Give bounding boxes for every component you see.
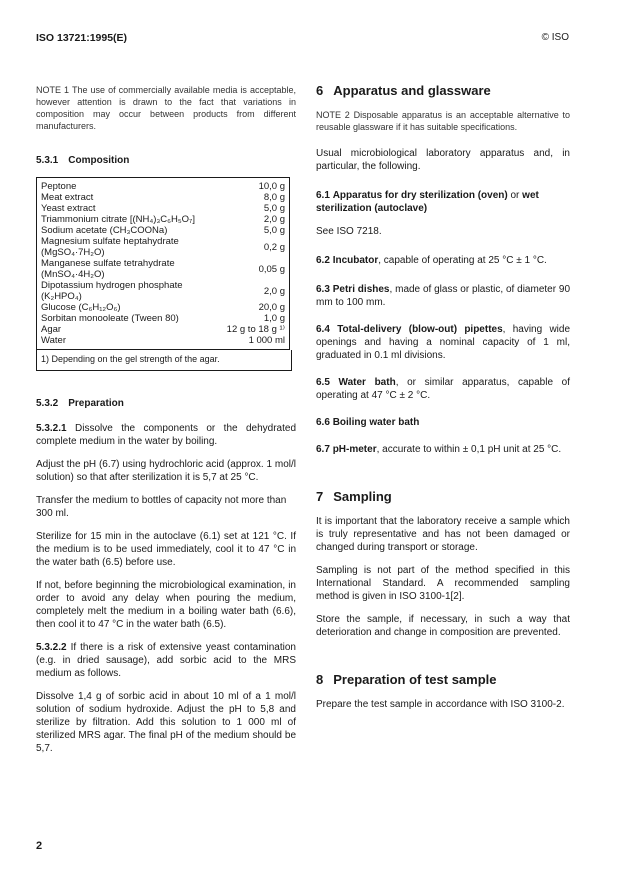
item-number: 6.2 [316, 255, 330, 266]
item-text: , accurate to within ± 0,1 pH unit at 25 °C. [376, 444, 562, 455]
composition-row [37, 225, 290, 236]
heading-number: 8 [316, 672, 324, 687]
item-6-1 [316, 189, 570, 215]
item-connector: or [507, 190, 523, 201]
paragraph-if-not: If not, before beginning the microbiological examination, in order to avoid any delay when pouring the medium, completely melt the medium in a boiling water bath (6.6), then cool it to 47 °C in the water bath (6.5). [36, 580, 296, 630]
section-7-heading [316, 490, 570, 503]
item-title: Incubator [332, 255, 379, 266]
composition-row [37, 192, 290, 203]
ingredient-name: Sorbitan monooleate (Tween 80) [41, 313, 179, 324]
page-number: 2 [36, 840, 43, 852]
composition-row [37, 324, 290, 335]
composition-row [37, 178, 290, 193]
item-text: , made of glass or plastic, of diameter 90 mm to 100 mm. [316, 284, 571, 308]
paragraph-adjust-ph: Adjust the pH (6.7) using hydrochloric acid (approx. 1 mol/l solution) so that after sterilization it is 5,7 at 25 °C. [36, 459, 296, 483]
composition-table [36, 177, 290, 350]
item-text: , capable of operating at 25 °C ± 1 °C. [378, 255, 547, 266]
left-column [36, 84, 296, 755]
composition-row [37, 280, 290, 302]
item-6-7 [316, 443, 570, 456]
item-6-4 [316, 323, 570, 362]
heading-number: 7 [316, 489, 324, 504]
composition-row [37, 335, 290, 350]
ingredient-name: Yeast extract [41, 203, 96, 214]
item-title: Boiling water bath [332, 417, 420, 428]
item-text: , or similar apparatus, capable of operating at 47 °C ± 2 °C. [316, 377, 570, 401]
preparation-heading [36, 397, 296, 410]
sampling-paragraph-3: Store the sample, if necessary, in such a way that deterioration and change in composition are prevented. [316, 614, 570, 638]
item-title: Total-delivery (blow-out) pipettes [337, 324, 503, 335]
ingredient-name: Peptone [41, 181, 77, 192]
heading-title: Preparation of test sample [333, 672, 497, 687]
document-header-title: ISO 13721:1995(E) [36, 32, 128, 44]
item-title: Petri dishes [332, 284, 390, 295]
sampling-paragraph-1: It is important that the laboratory receive a sample which is truly representative and has not been damaged or changed during transport or storage. [316, 516, 570, 553]
item-6-1-reference: See ISO 7218. [316, 226, 382, 237]
ingredient-quantity: 12 g to 18 g ¹⁾ [226, 324, 285, 335]
item-number: 6.5 [316, 377, 330, 388]
heading-title: Sampling [333, 489, 392, 504]
clause-number: 5.3.2.1 [36, 423, 67, 434]
clause-text: If there is a risk of extensive yeast contamination (e.g. in dried sausage), add sorbic acid to the MRS medium as follows. [36, 642, 296, 679]
item-6-3 [316, 283, 570, 309]
right-column [316, 84, 570, 711]
item-number: 6.3 [316, 284, 330, 295]
copyright-mark: © ISO [541, 32, 569, 43]
ingredient-quantity: 0,2 g [263, 241, 285, 253]
composition-row [37, 214, 290, 225]
ingredient-quantity: 1,0 g [263, 313, 285, 324]
heading-title: Apparatus and glassware [333, 83, 491, 98]
item-6-5 [316, 376, 570, 402]
item-6-6 [316, 416, 570, 429]
ingredient-name: Agar [41, 324, 62, 335]
item-number: 6.7 [316, 444, 330, 455]
ingredient-quantity: 5,0 g [263, 225, 285, 236]
sampling-paragraph-2: Sampling is not part of the method specified in this International Standard. A recommended sampling method is given in ISO 3100-1[2]. [316, 565, 570, 602]
ingredient-quantity: 1 000 ml [248, 335, 285, 346]
heading-title: Composition [68, 155, 130, 166]
ingredient-name: Triammonium citrate [(NH₄)₃C₆H₅O₇] [41, 214, 195, 225]
item-title: Water bath [338, 377, 396, 388]
paragraph-sterilize: Sterilize for 15 min in the autoclave (6.1) set at 121 °C. If the medium is to be used immediately, cool it to 47 °C in the water bath (6.5) before use. [36, 531, 296, 568]
item-title: Apparatus for dry sterilization (oven) [332, 190, 508, 201]
ingredient-quantity: 8,0 g [263, 192, 285, 203]
item-title: pH-meter [332, 444, 377, 455]
heading-number: 5.3.2 [36, 398, 59, 409]
section-6-heading [316, 84, 570, 97]
composition-row [37, 302, 290, 313]
item-number: 6.1 [316, 190, 330, 201]
clause-text: Dissolve the components or the dehydrated complete medium in the water by boiling. [36, 423, 297, 447]
heading-number: 6 [316, 83, 324, 98]
composition-heading [36, 154, 296, 167]
ingredient-name: Manganese sulfate tetrahydrate (MnSO₄·4H₂O) [41, 258, 175, 280]
paragraph-sorbic-acid: Dissolve 1,4 g of sorbic acid in about 10 ml of a 1 mol/l solution of sodium hydroxide. Adjust the pH to 5,8 and sterilize by filtration. Add this solution to 1 000 ml of sterilized MRS agar. The final pH of the medium should be 5,7. [36, 691, 296, 754]
paragraph-5321 [36, 422, 296, 448]
ingredient-quantity: 10,0 g [258, 181, 285, 192]
composition-row [37, 236, 290, 258]
clause-number: 5.3.2.2 [36, 642, 67, 653]
ingredient-name: Water [41, 335, 66, 346]
item-number: 6.6 [316, 417, 330, 428]
item-title-2: wet sterilization (autoclave) [316, 190, 539, 214]
ingredient-quantity: 2,0 g [263, 214, 285, 225]
heading-number: 5.3.1 [36, 155, 59, 166]
ingredient-name: Glucose (C₆H₁₂O₆) [41, 302, 121, 313]
ingredient-quantity: 0,05 g [258, 263, 285, 275]
paragraph-5322 [36, 641, 296, 680]
section-8-heading [316, 673, 570, 686]
composition-row [37, 258, 290, 280]
composition-footnote: 1) Depending on the gel strength of the agar. [36, 350, 292, 371]
composition-row [37, 203, 290, 214]
note-1: NOTE 1 The use of commercially available media is acceptable, however attention is drawn to the fact that variations in composition may occur between products from different manufacturers. [36, 85, 296, 131]
item-number: 6.4 [316, 324, 330, 335]
ingredient-quantity: 20,0 g [258, 302, 285, 313]
note-2: NOTE 2 Disposable apparatus is an acceptable alternative to reusable glassware if it has suitable specifications. [316, 110, 570, 132]
heading-title: Preparation [68, 398, 124, 409]
paragraph-transfer: Transfer the medium to bottles of capacity not more than 300 ml. [36, 495, 287, 519]
ingredient-name: Dipotassium hydrogen phosphate (K₂HPO₄) [41, 280, 183, 302]
item-6-2 [316, 254, 570, 267]
composition-row [37, 313, 290, 324]
ingredient-quantity: 5,0 g [263, 203, 285, 214]
item-text: , having wide openings and having a nominal capacity of 1 ml, graduated in 0.1 ml divisions. [316, 324, 571, 361]
test-sample-paragraph: Prepare the test sample in accordance with ISO 3100-2. [316, 699, 565, 710]
ingredient-name: Meat extract [41, 192, 94, 203]
ingredient-name: Magnesium sulfate heptahydrate (MgSO₄·7H₂O) [41, 236, 179, 258]
paragraph-usual: Usual microbiological laboratory apparatus and, in particular, the following. [316, 148, 570, 172]
ingredient-quantity: 2,0 g [263, 285, 285, 297]
ingredient-name: Sodium acetate (CH₃COONa) [41, 225, 168, 236]
